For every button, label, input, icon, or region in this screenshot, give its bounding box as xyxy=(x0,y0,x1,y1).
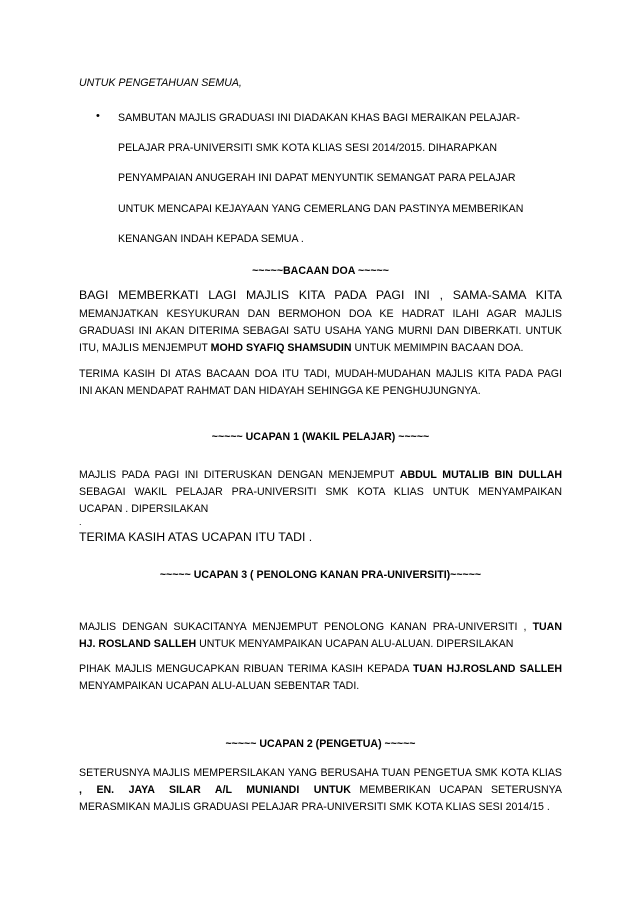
ucapan3-thanks-line: MENYAMPAIKAN UCAPAN ALU-ALUAN SEBENTAR TADI. xyxy=(79,680,360,692)
doa-thanks-line: INI AKAN MENDAPAT RAHMAT DAN HIDAYAH SEHINGGA KE PENGHUJUNGNYA. xyxy=(79,385,481,397)
ucapan2-paragraph-line: MERASMIKAN MAJLIS GRADUASI PELAJAR PRA-UNIVERSITI SMK KOTA KLIAS SESI 2014/15 . xyxy=(79,801,550,813)
doa-thanks-line: TERIMA KASIH DI ATAS BACAAN DOA ITU TADI, MUDAH-MUDAHAN MAJLIS KITA PADA PAGI xyxy=(79,368,562,380)
doa-paragraph-line: BAGI MEMBERKATI LAGI MAJLIS KITA PADA PAGI INI , SAMA-SAMA KITA xyxy=(79,288,562,302)
section-heading-ucapan3: ~~~~~ UCAPAN 3 ( PENOLONG KANAN PRA-UNIVERSITI)~~~~~ xyxy=(159,569,482,581)
bullet-line: KENANGAN INDAH KEPADA SEMUA . xyxy=(118,233,304,245)
bullet-line: PENYAMPAIAN ANUGERAH INI DAPAT MENYUNTIK SEMANGAT PARA PELAJAR xyxy=(118,172,516,184)
principal-name: , EN. JAYA SILAR A/L MUNIANDI UNTUK xyxy=(79,784,351,796)
ucapan1-paragraph-line: MAJLIS PADA PAGI INI DITERUSKAN DENGAN MENJEMPUT ABDUL MUTALIB BIN DULLAH xyxy=(79,469,563,481)
ucapan1-paragraph-line: SEBAGAI WAKIL PELAJAR PRA-UNIVERSITI SMK KOTA KLIAS UNTUK MENYAMPAIKAN xyxy=(79,486,562,498)
ucapan2-paragraph-line: SETERUSNYA MAJLIS MEMPERSILAKAN YANG BERUSAHA TUAN PENGETUA SMK KOTA KLIAS xyxy=(79,767,562,779)
ucapan1-paragraph-line: UCAPAN . DIPERSILAKAN xyxy=(79,503,209,515)
student-rep-name: ABDUL MUTALIB BIN DULLAH xyxy=(399,469,563,481)
doa-paragraph-line: MEMANJATKAN KESYUKURAN DAN BERMOHON DOA KE HADRAT ILAHI AGAR MAJLIS xyxy=(79,308,562,320)
section-heading-ucapan2: ~~~~~ UCAPAN 2 (PENGETUA) ~~~~~ xyxy=(225,738,416,750)
section-heading-ucapan1: ~~~~~ UCAPAN 1 (WAKIL PELAJAR) ~~~~~ xyxy=(211,431,430,443)
bullet-marker: • xyxy=(96,110,100,122)
vice-principal-name: HJ. ROSLAND SALLEH xyxy=(79,638,197,650)
vice-principal-title: TUAN xyxy=(532,621,562,633)
ucapan3-paragraph-line: MAJLIS DENGAN SUKACITANYA MENJEMPUT PENOLONG KANAN PRA-UNIVERSITI , TUAN xyxy=(79,621,562,633)
vice-principal-name-2: TUAN HJ.ROSLAND SALLEH xyxy=(412,663,562,675)
doa-leader-name: MOHD SYAFIQ SHAMSUDIN xyxy=(210,342,352,354)
section-heading-doa: ~~~~~BACAAN DOA ~~~~~ xyxy=(252,265,389,277)
ucapan2-paragraph-line: , EN. JAYA SILAR A/L MUNIANDI UNTUK MEMBERIKAN UCAPAN SETERUSNYA xyxy=(79,784,562,796)
stray-dot: . xyxy=(79,517,82,527)
doa-paragraph-line: GRADUASI INI AKAN DITERIMA SEBAGAI SATU USAHA YANG MURNI DAN DIBERKATI. UNTUK xyxy=(79,325,562,337)
ucapan3-thanks-line: PIHAK MAJLIS MENGUCAPKAN RIBUAN TERIMA KASIH KEPADA TUAN HJ.ROSLAND SALLEH xyxy=(79,663,562,675)
ucapan3-paragraph-line: HJ. ROSLAND SALLEH UNTUK MENYAMPAIKAN UCAPAN ALU-ALUAN. DIPERSILAKAN xyxy=(79,638,514,650)
bullet-line: PELAJAR PRA-UNIVERSITI SMK KOTA KLIAS SESI 2014/2015. DIHARAPKAN xyxy=(118,142,497,154)
intro-text: UNTUK PENGETAHUAN SEMUA, xyxy=(79,77,242,89)
bullet-line: UNTUK MENCAPAI KEJAYAAN YANG CEMERLANG DAN PASTINYA MEMBERIKAN xyxy=(118,203,524,215)
bullet-line: SAMBUTAN MAJLIS GRADUASI INI DIADAKAN KHAS BAGI MERAIKAN PELAJAR- xyxy=(118,112,520,124)
doa-paragraph-line: ITU, MAJLIS MENJEMPUT MOHD SYAFIQ SHAMSUDIN UNTUK MEMIMPIN BACAAN DOA. xyxy=(79,342,524,354)
ucapan1-thanks: TERIMA KASIH ATAS UCAPAN ITU TADI . xyxy=(79,530,313,544)
